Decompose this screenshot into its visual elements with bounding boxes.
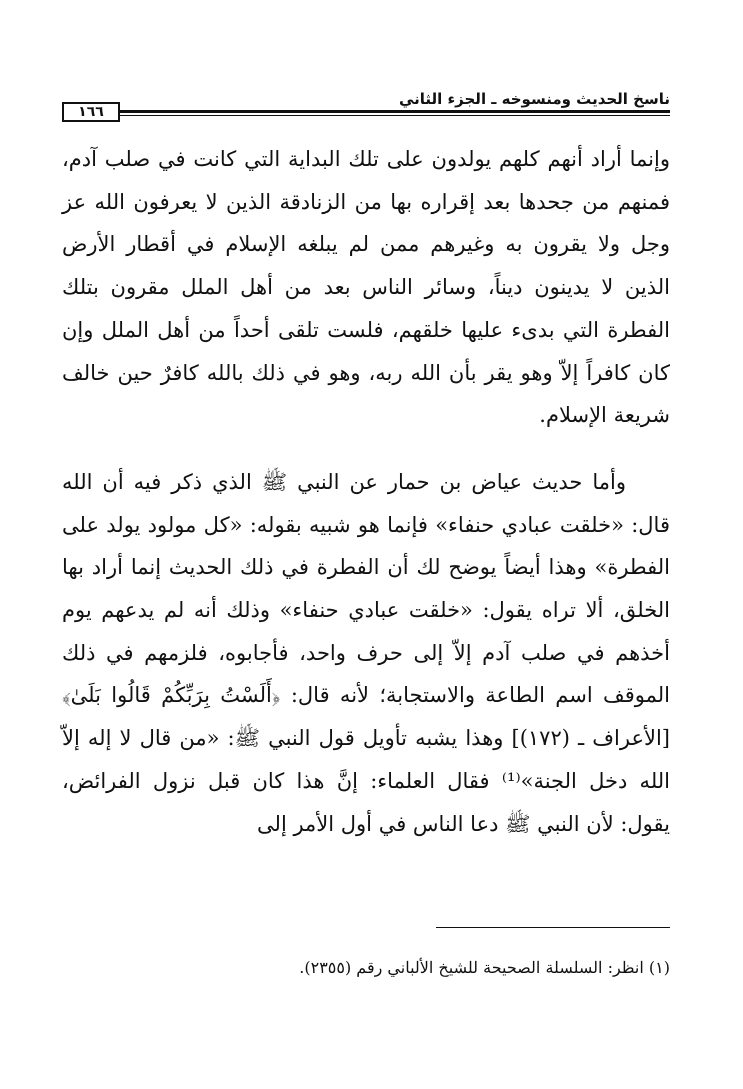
footnote-divider [436,927,670,928]
paragraph-2: وأما حديث عياض بن حمار عن النبي ﷺ الذي ذكر فيه أن الله قال: «خلقت عبادي حنفاء» فإنما هو شبيه بقوله: «كل مولود يولد على الفطرة» وهذا أيضاً يوضح لك أن الفطرة في ذلك الحديث إنما أراد بها الخلق، ألا تراه يقول: «خلقت عبادي حنفاء» وذلك أنه لم يدعهم يوم أخذهم في صلب آدم إلاّ إلى حرف واحد، فأجابوه، فلزمهم في ذلك الموقف اسم الطاعة والاستجابة؛ لأنه قال: ﴿أَلَسْتُ بِرَبِّكُمْ قَالُوا بَلَىٰ﴾ [الأعراف ـ (١٧٢)] وهذا يشبه تأويل قول النبي ﷺ: «من قال لا إله إلاّ الله دخل الجنة»⁽¹⁾ فقال العلماء: إنَّ هذا كان قبل نزول الفرائض، يقول: لأن النبي ﷺ دعا الناس في أول الأمر إلى [62,469,671,836]
footnote: (١) انظر: السلسلة الصحيحة للشيخ الألباني رقم (٢٣٥٥). [299,958,670,977]
page-number: ١٦٦ [62,102,120,122]
paragraph-1: وإنما أراد أنهم كلهم يولدون على تلك البداية التي كانت في صلب آدم، فمنهم من جحدها بعد إقراره بها من الزنادقة الذين لا يعرفون الله عز وجل ولا يقرون به وغيرهم ممن لم يبلغه الإسلام في أقطار الأرض الذين لا يدينون ديناً، وسائر الناس بعد من أهل الملل مقرون بتلك الفطرة التي بدىء عليها خلقهم، فلست تلقى أحداً من أهل الملل وإن كان كافراً إلاّ وهو يقر بأن الله ربه، وهو في ذلك بالله كافرٌ حين خالف شريعة الإسلام. [62,147,670,428]
header-rule [120,110,670,116]
running-title: ناسخ الحديث ومنسوخه ـ الجزء الثاني [398,90,670,108]
page-header [62,86,670,126]
main-text [62,138,670,845]
